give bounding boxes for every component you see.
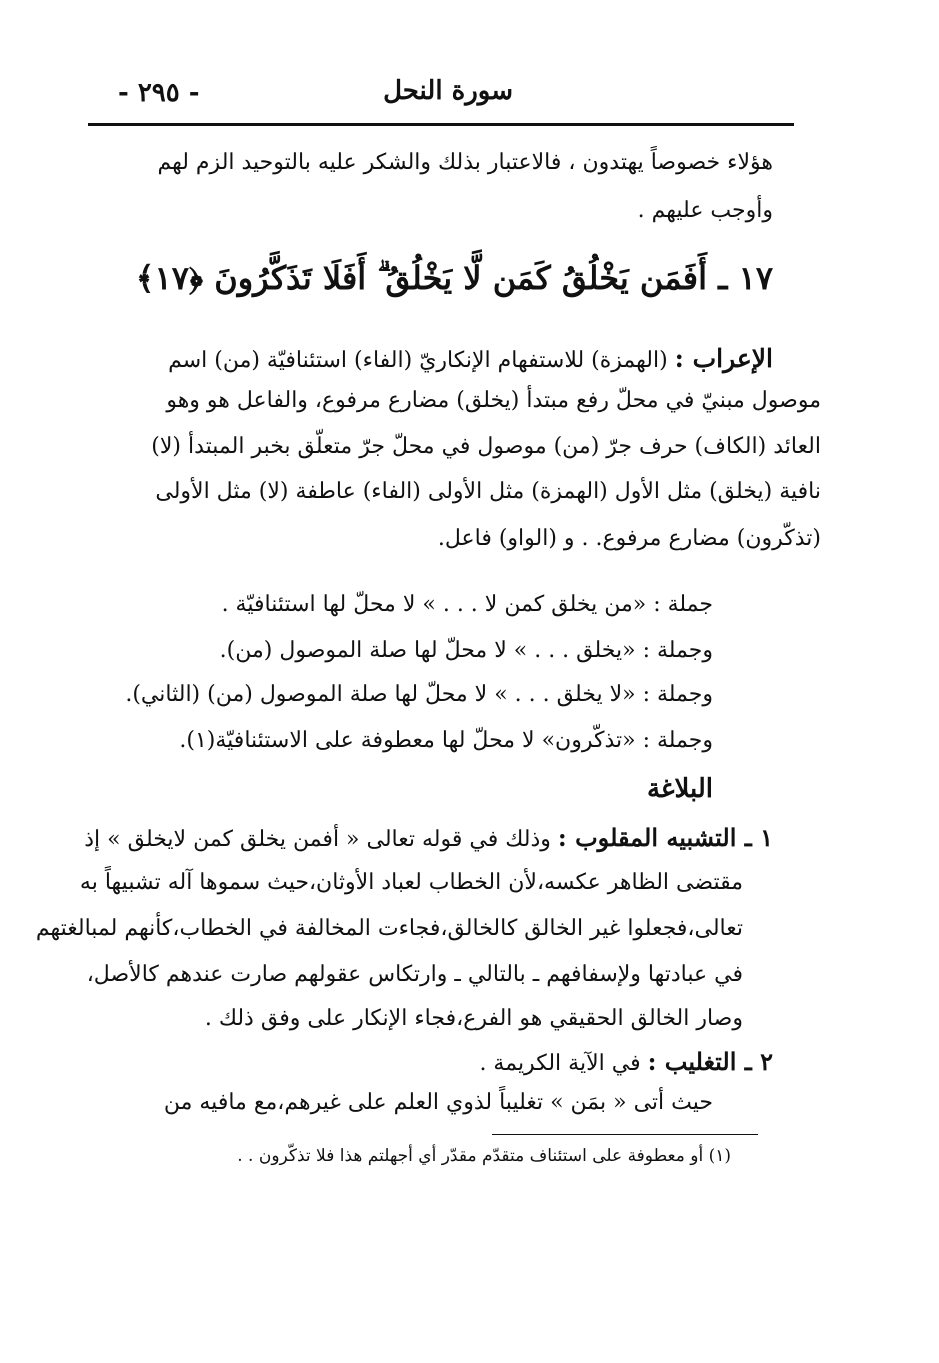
balagha-line: حيث أتى « بمَن » تغليباً لذوي العلم على غيرهم،مع مافيه من: [163, 1090, 713, 1115]
header-rule: [88, 123, 794, 126]
sentence-line: وجملة : «تذكّرون» لا محلّ لها معطوفة على الاستئنافيّة(١).: [179, 728, 713, 753]
balagha-line: في عبادتها ولإسفافهم ـ بالتالي ـ وارتكاس عقولهم صارت عندهم كالأصل،: [86, 962, 743, 987]
item-label: ٢ ـ التغليب :: [647, 1047, 773, 1076]
iraab-line: موصول مبنيّ في محلّ رفع مبتدأ (يخلق) مضارع مرفوع، والفاعل هو وهو: [166, 388, 821, 413]
item-text: في الآية الكريمة .: [479, 1051, 641, 1076]
balagha-item: [479, 1047, 773, 1076]
page-number: - ٢٩٥ -: [118, 78, 200, 108]
sentence-line: وجملة : «لا يخلق . . . » لا محلّ لها صلة الموصول (من) (الثاني).: [125, 682, 713, 707]
footnote-rule: [492, 1134, 758, 1135]
intro-line: وأوجب عليهم .: [637, 198, 773, 223]
balagha-line: تعالى،فجعلوا غير الخالق كالخالق،فجاءت المخالفة في الخطاب،كأنهم لمبالغتهم: [35, 916, 743, 941]
surah-title: سورة النحل: [383, 76, 513, 106]
balagha-line: مقتضى الظاهر عكسه،لأن الخطاب لعباد الأوثان،حيث سموها آله تشبيهاً به: [79, 870, 743, 895]
iraab-label: الإعراب :: [674, 344, 773, 373]
item-label: ١ ـ التشبيه المقلوب :: [557, 823, 773, 852]
footnote: (١) أو معطوفة على استئناف متقدّم مقدّر أي أجهلتم هذا فلا تذكّرون . .: [237, 1146, 731, 1166]
balagha-line: وصار الخالق الحقيقي هو الفرع،فجاء الإنكار على وفق ذلك .: [204, 1006, 743, 1031]
iraab-line: العائد (الكاف) حرف جرّ (من) موصول في محلّ جرّ متعلّق بخبر المبتدأ (لا): [151, 434, 821, 459]
balagha-item: [84, 823, 773, 852]
quran-verse: ١٧ ـ أَفَمَن يَخْلُقُ كَمَن لَّا يَخْلُقُ ۗ أَفَلَا تَذَكَّرُونَ ﴿١٧﴾: [135, 259, 773, 297]
sentence-line: وجملة : «يخلق . . . » لا محلّ لها صلة الموصول (من).: [219, 638, 713, 663]
iraab-line: [168, 346, 773, 372]
iraab-line: نافية (يخلق) مثل الأول (الهمزة) مثل الأولى (الفاء) عاطفة (لا) مثل الأولى: [155, 479, 821, 504]
iraab-text: (الهمزة) للاستفهام الإنكاريّ (الفاء) استئنافيّة (من) اسم: [168, 348, 668, 373]
intro-line: هؤلاء خصوصاً يهتدون ، فالاعتبار بذلك والشكر عليه بالتوحيد الزم لهم: [157, 150, 773, 175]
balagha-heading: البلاغة: [646, 774, 713, 804]
sentence-line: جملة : «من يخلق كمن لا . . . » لا محلّ لها استئنافيّة .: [221, 592, 713, 617]
item-text: وذلك في قوله تعالى « أفمن يخلق كمن لايخلق » إذ: [84, 827, 551, 852]
iraab-line: (تذكّرون) مضارع مرفوع. . و (الواو) فاعل.: [437, 526, 821, 551]
